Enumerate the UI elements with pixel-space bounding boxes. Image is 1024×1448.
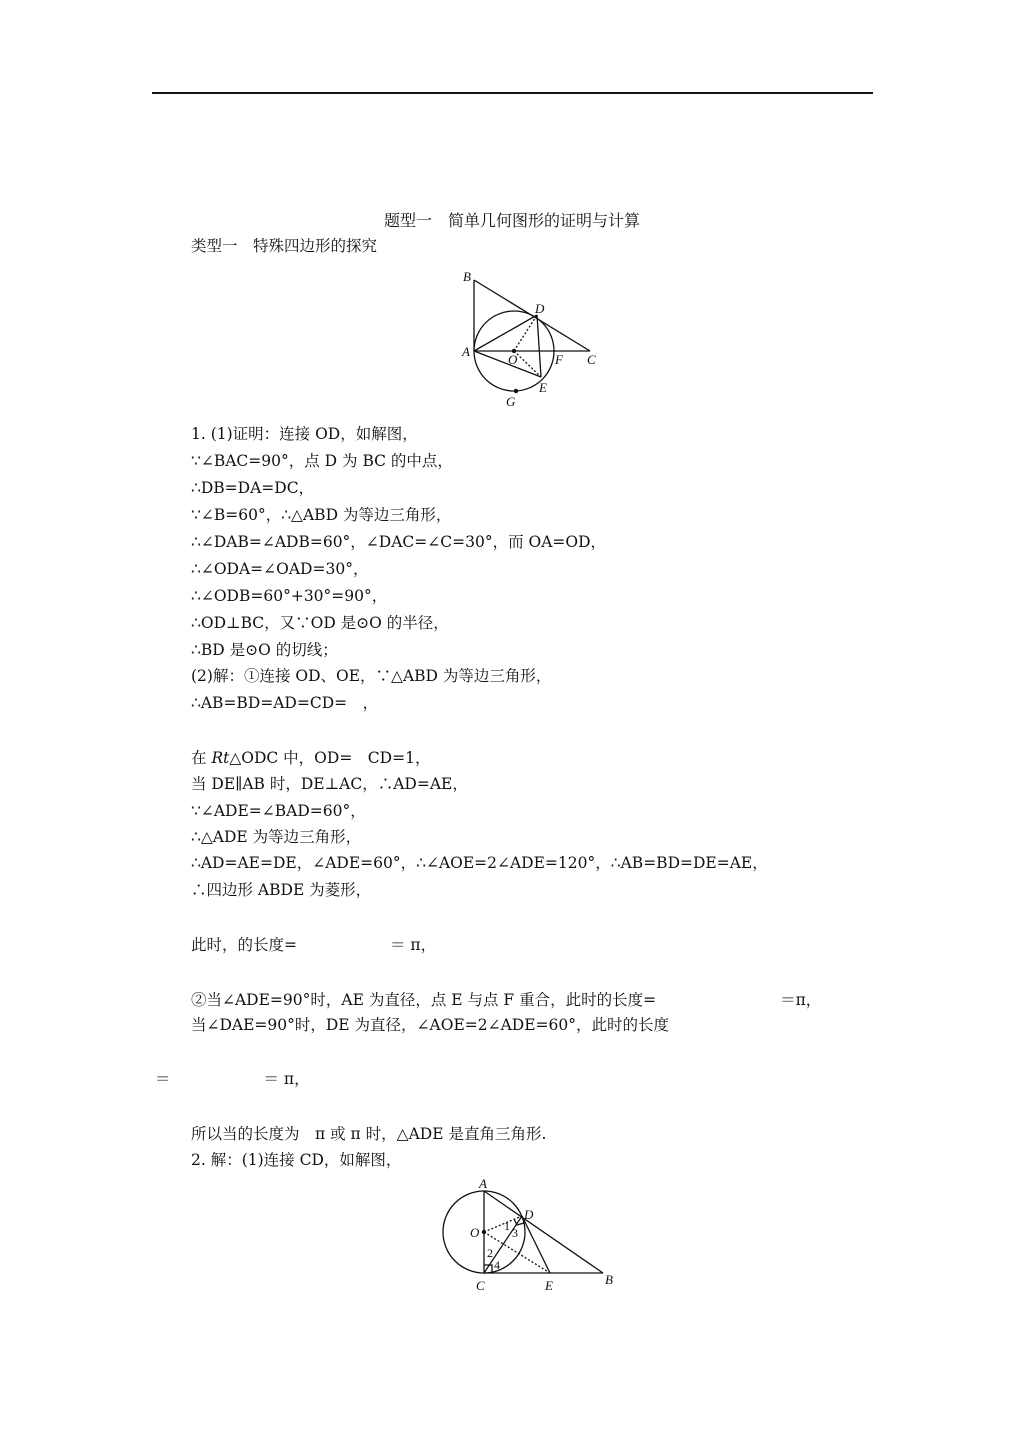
fig1-label-d: D (535, 301, 545, 316)
solution-line-19: ②当∠ADE=90°时，AE 为直径，点 E 与点 F 重合，此时的长度= ＝π， (191, 991, 822, 1009)
section-subtitle: 类型一 特殊四边形的探究 (191, 237, 378, 255)
page-title: 题型一 简单几何图形的证明与计算 (383, 211, 640, 230)
solution-line-23: 2. 解：(1)连接 CD，如解图， (191, 1151, 402, 1169)
solution-line-16: ∴AD=AE=DE，∠ADE=60°，∴∠AOE=2∠ADE=120°，∴AB=BD=DE=AE， (191, 854, 768, 872)
solution-line-6: ∴∠ODA=∠OAD=30°， (191, 560, 369, 578)
solution-line-21: ＝ ＝ π， (155, 1070, 310, 1088)
fig1-label-b: B (463, 269, 471, 284)
fig2-label-b: B (605, 1272, 613, 1287)
solution-line-12-rt: Rt (211, 749, 230, 767)
fig1-label-e: E (539, 380, 547, 395)
solution-line-1: 1. (1)证明：连接 OD，如解图， (191, 425, 418, 443)
solution-line-18: 此时，的长度= ＝ π， (191, 936, 437, 954)
fig2-label-d: D (524, 1207, 534, 1222)
fig2-label-c: C (476, 1278, 485, 1293)
solution-line-8: ∴OD⊥BC，又∵OD 是⊙O 的半径， (191, 614, 449, 632)
solution-line-22: 所以当的长度为 π 或 π 时，△ADE 是直角三角形. (191, 1125, 547, 1143)
fig2-label-2: 2 (487, 1246, 493, 1260)
solution-line-4: ∵∠B=60°，∴△ABD 为等边三角形， (191, 506, 452, 524)
solution-line-13: 当 DE∥AB 时，DE⊥AC，∴AD=AE， (191, 775, 468, 793)
figure-1-diagram (455, 265, 615, 415)
solution-line-3: ∴DB=DA=DC， (191, 479, 315, 497)
solution-line-9: ∴BD 是⊙O 的切线； (191, 641, 338, 659)
fig1-point-g (514, 389, 518, 393)
fig1-segment-de (537, 315, 541, 377)
solution-line-17: ∴四边形 ABDE 为菱形， (191, 881, 372, 899)
solution-line-11: ∴AB=BD=AD=CD= ， (191, 694, 379, 712)
solution-line-14: ∵∠ADE=∠BAD=60°， (191, 802, 366, 820)
solution-line-12 (191, 748, 430, 768)
solution-line-12-rest: △ODC 中，OD= CD=1， (229, 749, 431, 767)
fig1-segment-od (514, 315, 537, 351)
solution-line-7: ∴∠ODB=60°+30°=90°， (191, 587, 388, 605)
solution-line-12-prefix: 在 (191, 749, 212, 767)
fig1-label-a: A (462, 344, 470, 359)
figure-2-diagram (440, 1178, 630, 1298)
fig1-label-o: O (508, 352, 518, 367)
fig2-label-a: A (479, 1176, 487, 1191)
solution-line-10: (2)解：①连接 OD、OE，∵△ABD 为等边三角形， (191, 667, 552, 685)
fig1-label-f: F (555, 352, 563, 367)
fig2-point-o (482, 1230, 486, 1234)
solution-line-20: 当∠DAE=90°时，DE 为直径，∠AOE=2∠ADE=60°，此时的长度 (191, 1016, 669, 1034)
fig1-segment-ad (474, 315, 537, 351)
fig2-label-1: 1 (504, 1219, 510, 1233)
solution-line-2: ∵∠BAC=90°，点 D 为 BC 的中点， (191, 452, 453, 470)
solution-line-15: ∴△ADE 为等边三角形， (191, 828, 362, 846)
fig1-label-c: C (587, 352, 596, 367)
fig2-label-o: O (470, 1225, 480, 1240)
fig2-label-4: 4 (494, 1258, 500, 1272)
fig2-label-e: E (545, 1278, 553, 1293)
header-rule (152, 92, 873, 94)
fig1-label-g: G (506, 394, 516, 409)
fig2-label-3: 3 (512, 1226, 518, 1240)
solution-line-5: ∴∠DAB=∠ADB=60°，∠DAC=∠C=30°，而 OA=OD， (191, 533, 607, 551)
fig1-segment-oe (514, 351, 541, 377)
